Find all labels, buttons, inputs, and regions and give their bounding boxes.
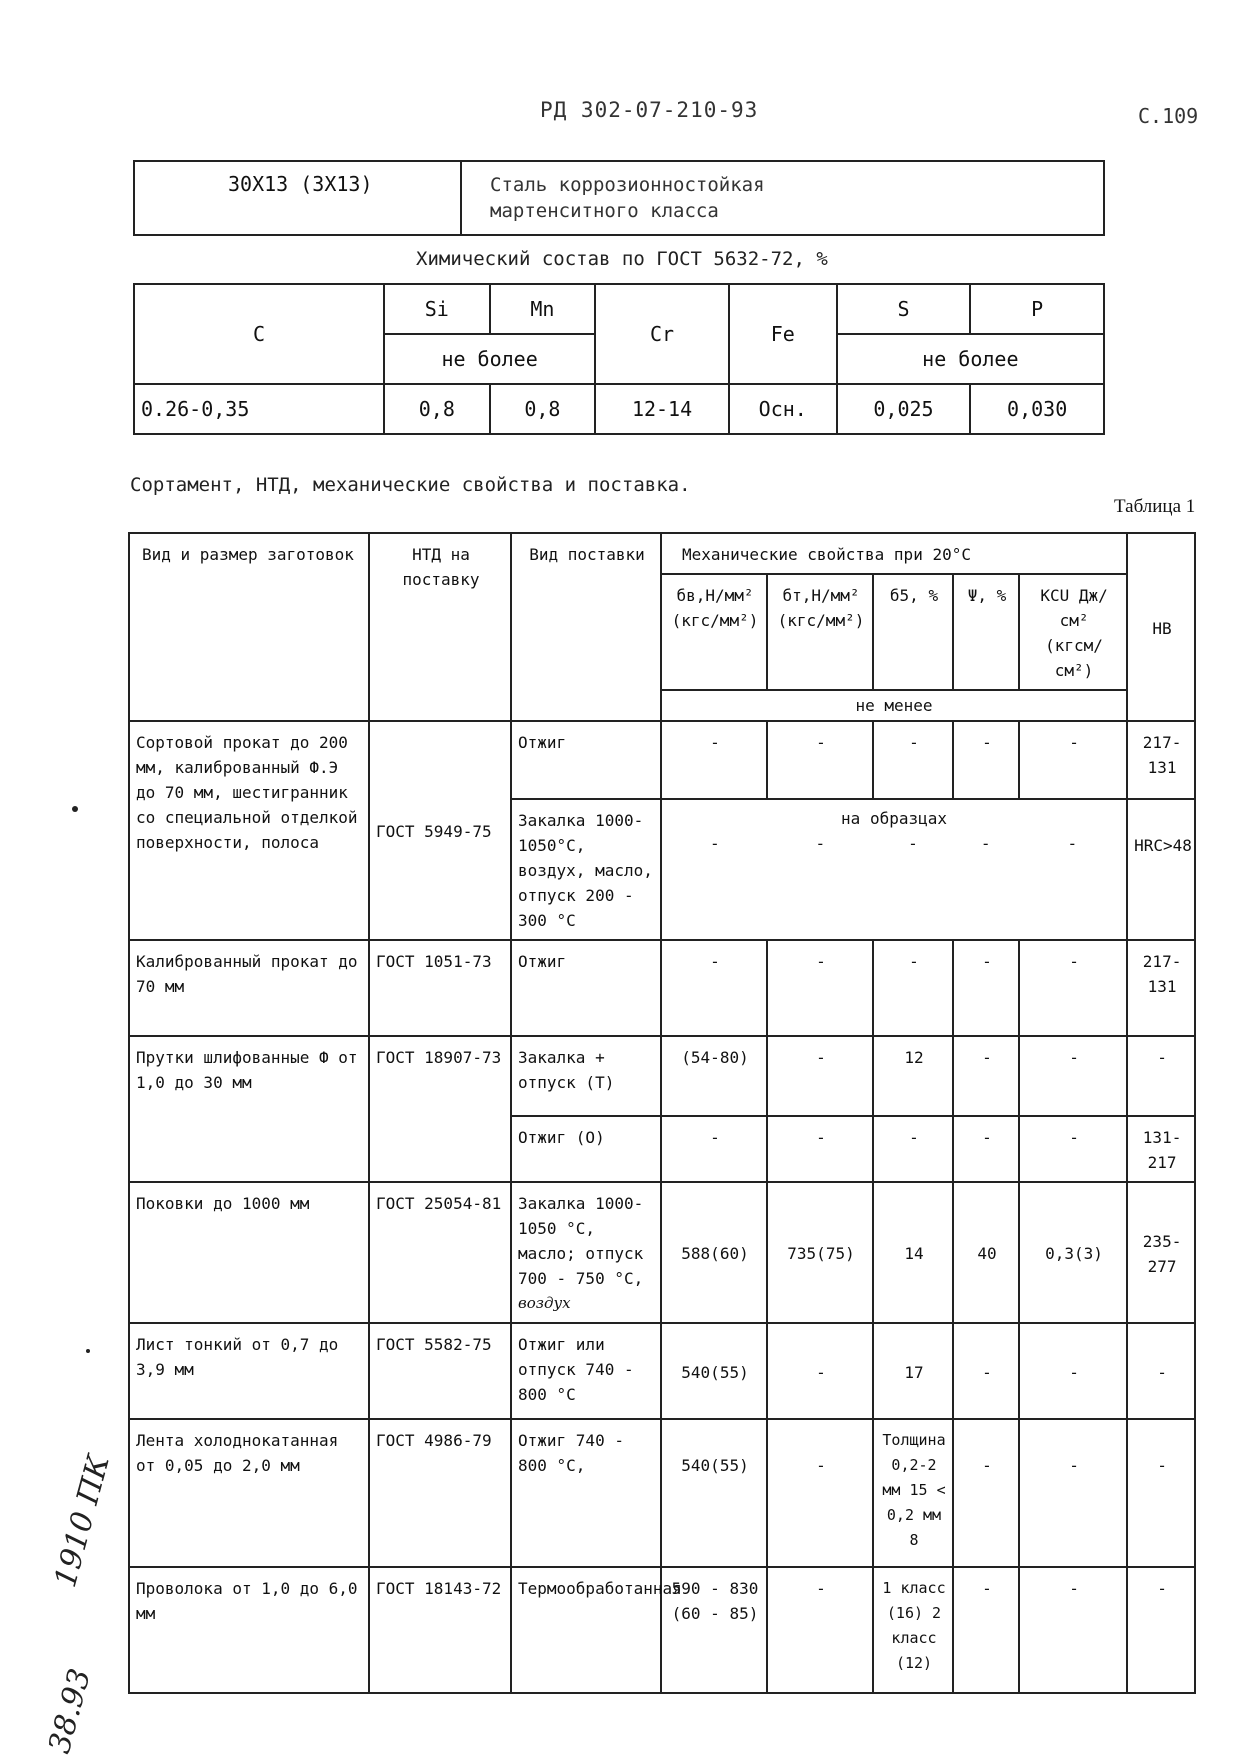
header-mech: Механические свойства при 20°С xyxy=(661,533,1127,574)
row-vid: Лист тонкий от 0,7 до 3,9 мм xyxy=(129,1323,369,1419)
row-kcu: - xyxy=(1019,1419,1127,1567)
mechanical-properties-table xyxy=(128,532,1196,1694)
row-vid: Калиброванный прокат до 70 мм xyxy=(129,940,369,1036)
row-psi: - xyxy=(953,1323,1019,1419)
header-sigma-v xyxy=(661,574,767,690)
row-psi: - xyxy=(953,721,1019,799)
row-mech-values xyxy=(662,831,1126,856)
row-sigma-t: - xyxy=(767,1116,873,1182)
row-delta: 12 xyxy=(873,1036,953,1116)
chemical-values-row xyxy=(134,384,1104,434)
row-delta: - xyxy=(908,834,918,853)
row-ntd: ГОСТ 18907-73 xyxy=(369,1036,511,1182)
table-row xyxy=(129,1182,1195,1323)
sigma-v-label: бв,Н/мм² xyxy=(676,586,754,605)
row-hb: - xyxy=(1127,1419,1195,1567)
row-postavka: Отжиг 740 - 800 °С, xyxy=(511,1419,661,1567)
row-sigma-t: - xyxy=(815,834,826,853)
row-kcu: 0,3(3) xyxy=(1019,1182,1127,1323)
element-s: S xyxy=(837,284,971,334)
row-ntd: ГОСТ 25054-81 xyxy=(369,1182,511,1323)
row-sigma-v: - xyxy=(709,834,720,853)
steel-grade: 30Х13 (3Х13) xyxy=(228,172,373,196)
row-vid: Сортовой прокат до 200 мм, калиброванный Ф.Э до 70 мм, шестигранник со специальной отделкой поверхности, полоса xyxy=(129,721,369,940)
row-postavka: Закалка 1000-1050°С, воздух, масло, отпуск 200 - 300 °С xyxy=(511,799,661,940)
value-s: 0,025 xyxy=(837,384,971,434)
element-c: C xyxy=(134,284,384,384)
row-sigma-t: 735(75) xyxy=(767,1182,873,1323)
element-fe: Fe xyxy=(729,284,837,384)
table-row xyxy=(129,1419,1195,1567)
row-sigma-t: - xyxy=(767,1036,873,1116)
value-fe: Осн. xyxy=(729,384,837,434)
header-psi: Ψ, % xyxy=(953,574,1019,690)
table-row xyxy=(129,721,1195,799)
handwritten-margin-number: 38.93 xyxy=(42,1665,99,1758)
row-psi: - xyxy=(953,940,1019,1036)
kcu-unit: (кгсм/см²) xyxy=(1045,636,1103,680)
row-sigma-t: - xyxy=(767,721,873,799)
row-sigma-v: - xyxy=(661,721,767,799)
row-ntd: ГОСТ 1051-73 xyxy=(369,940,511,1036)
row-kcu: - xyxy=(1067,834,1078,853)
row-sigma-v: 588(60) xyxy=(661,1182,767,1323)
value-p: 0,030 xyxy=(970,384,1104,434)
scan-speck xyxy=(72,806,78,812)
handwritten-margin-note: 1910 ПК xyxy=(48,1451,117,1592)
chemical-table xyxy=(133,283,1105,435)
row-postavka: Отжиг (О) xyxy=(511,1116,661,1182)
page-number: С.109 xyxy=(1138,104,1199,128)
row-vid: Лента холоднокатанная от 0,05 до 2,0 мм xyxy=(129,1419,369,1567)
element-mn: Mn xyxy=(490,284,596,334)
row-delta: - xyxy=(873,940,953,1036)
row-sigma-t: - xyxy=(767,1323,873,1419)
row-sigma-v: 590 - 830 (60 - 85) xyxy=(661,1567,767,1693)
row-postavka: Отжиг xyxy=(511,721,661,799)
header-hb: НВ xyxy=(1127,533,1195,721)
row-delta: - xyxy=(873,1116,953,1182)
value-c: 0.26-0,35 xyxy=(134,384,384,434)
row-mech-group xyxy=(661,799,1127,940)
row-sigma-t: - xyxy=(767,1567,873,1693)
table-label: Таблица 1 xyxy=(1114,496,1196,517)
value-mn: 0,8 xyxy=(490,384,596,434)
header-postavka: Вид поставки xyxy=(511,533,661,721)
grade-box-divider xyxy=(460,160,462,236)
value-si: 0,8 xyxy=(384,384,490,434)
header-kcu xyxy=(1019,574,1127,690)
row-postavka: Отжиг или отпуск 740 - 800 °С xyxy=(511,1323,661,1419)
table-row xyxy=(129,940,1195,1036)
ne-bolee-si-mn: не более xyxy=(384,334,595,384)
row-psi: - xyxy=(953,1567,1019,1693)
row-sigma-v: 540(55) xyxy=(661,1323,767,1419)
value-cr: 12-14 xyxy=(595,384,729,434)
row-postavka: Закалка + отпуск (Т) xyxy=(511,1036,661,1116)
row-delta: 17 xyxy=(873,1323,953,1419)
sortament-title: Сортамент, НТД, механические свойства и поставка. xyxy=(130,474,691,496)
document-code: РД 302-07-210-93 xyxy=(540,98,759,122)
element-cr: Cr xyxy=(595,284,729,384)
row-postavka-cell xyxy=(511,1182,661,1323)
table-row xyxy=(129,1567,1195,1693)
row-ntd: ГОСТ 5582-75 xyxy=(369,1323,511,1419)
row-vid: Прутки шлифованные Ф от 1,0 до 30 мм xyxy=(129,1036,369,1182)
sigma-v-unit: (кгс/мм²) xyxy=(671,611,759,630)
row-hb: 131-217 xyxy=(1127,1116,1195,1182)
row-vid: Проволока от 1,0 до 6,0 мм xyxy=(129,1567,369,1693)
row-delta: 1 класс (16) 2 класс (12) xyxy=(873,1567,953,1693)
sigma-t-label: бт,Н/мм² xyxy=(782,586,860,605)
row-kcu: - xyxy=(1019,1567,1127,1693)
row-delta: Толщина 0,2-2 мм 15 < 0,2 мм 8 xyxy=(873,1419,953,1567)
header-row-1 xyxy=(129,533,1195,574)
row-ntd: ГОСТ 5949-75 xyxy=(369,721,511,940)
table-row xyxy=(129,1036,1195,1116)
row-vid: Поковки до 1000 мм xyxy=(129,1182,369,1323)
row-sigma-v: - xyxy=(661,940,767,1036)
kcu-label: KCU Дж/см² xyxy=(1040,586,1108,630)
row-kcu: - xyxy=(1019,1036,1127,1116)
header-sigma-t xyxy=(767,574,873,690)
row-postavka: Закалка 1000-1050 °С, масло; отпуск 700 - 750 °С, xyxy=(518,1194,644,1288)
row-sigma-t: - xyxy=(767,1419,873,1567)
row-hb: - xyxy=(1127,1323,1195,1419)
row-kcu: - xyxy=(1019,1323,1127,1419)
row-postavka: Термообработанная xyxy=(511,1567,661,1693)
chemical-title: Химический состав по ГОСТ 5632-72, % xyxy=(416,248,828,270)
row-kcu: - xyxy=(1019,940,1127,1036)
header-vid: Вид и размер заготовок xyxy=(129,533,369,721)
row-sigma-v: - xyxy=(661,1116,767,1182)
row-psi: - xyxy=(953,1036,1019,1116)
steel-description xyxy=(490,172,765,224)
row-delta: - xyxy=(873,721,953,799)
row-hb: 217-131 xyxy=(1127,940,1195,1036)
scan-speck xyxy=(86,1349,90,1353)
element-p: P xyxy=(970,284,1104,334)
row-hb: - xyxy=(1127,1567,1195,1693)
row-kcu: - xyxy=(1019,1116,1127,1182)
row-psi: 40 xyxy=(953,1182,1019,1323)
ne-bolee-s-p: не более xyxy=(837,334,1104,384)
row-psi: - xyxy=(953,1419,1019,1567)
row-sigma-v: 540(55) xyxy=(661,1419,767,1567)
sigma-t-unit: (кгс/мм²) xyxy=(777,611,865,630)
handwritten-note: воздух xyxy=(518,1294,571,1312)
row-hb: 235-277 xyxy=(1127,1182,1195,1323)
row-note: на образцах xyxy=(841,809,948,828)
element-si: Si xyxy=(384,284,490,334)
row-sigma-v: (54-80) xyxy=(661,1036,767,1116)
table-row xyxy=(129,1323,1195,1419)
row-ntd: ГОСТ 4986-79 xyxy=(369,1419,511,1567)
row-ntd: ГОСТ 18143-72 xyxy=(369,1567,511,1693)
row-hb: - xyxy=(1127,1036,1195,1116)
row-hb: HRC>48 xyxy=(1127,799,1195,940)
header-delta: б5, % xyxy=(873,574,953,690)
row-hb: 217-131 xyxy=(1127,721,1195,799)
steel-description-line1: Сталь коррозионностойкая xyxy=(490,174,765,196)
steel-description-line2: мартенситного класса xyxy=(490,200,719,222)
row-delta: 14 xyxy=(873,1182,953,1323)
header-ne-menee: не менее xyxy=(661,690,1127,721)
row-postavka: Отжиг xyxy=(511,940,661,1036)
row-sigma-t: - xyxy=(767,940,873,1036)
chemical-header-row xyxy=(134,284,1104,334)
row-psi: - xyxy=(953,1116,1019,1182)
row-psi: - xyxy=(980,834,991,853)
header-ntd: НТД на поставку xyxy=(369,533,511,721)
row-kcu: - xyxy=(1019,721,1127,799)
